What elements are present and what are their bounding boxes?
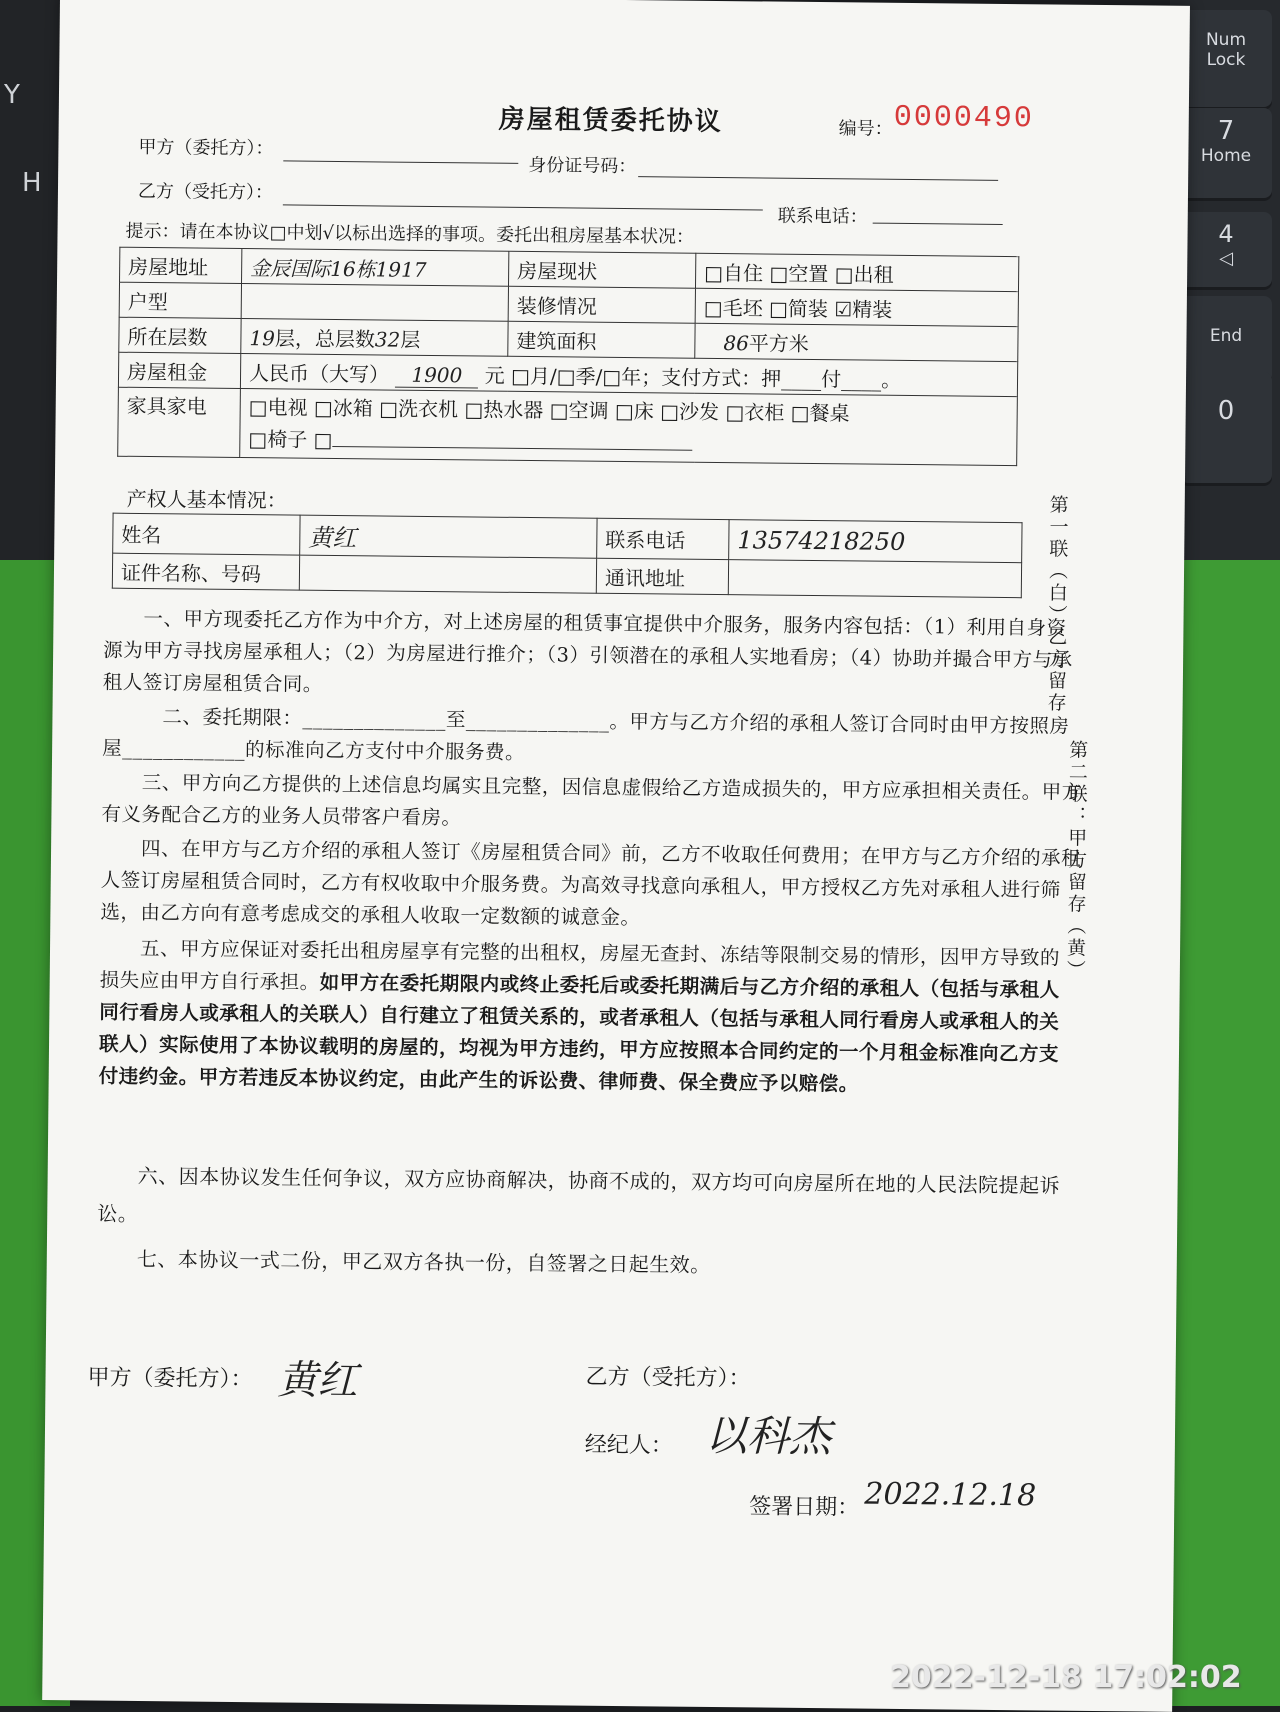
owner-name-value: 黄红 bbox=[300, 515, 597, 558]
side-note-first: 第一联（白）乙方留存 bbox=[1044, 494, 1069, 715]
floor-value: 19 bbox=[249, 325, 276, 350]
date-label: 签署日期： bbox=[749, 1494, 860, 1521]
agent-label: 经纪人： bbox=[584, 1432, 674, 1459]
date-value: 2022.12.18 bbox=[864, 1476, 1037, 1514]
type-label: 户型 bbox=[119, 282, 241, 318]
owner-id-value bbox=[299, 555, 596, 593]
clause-5-normal: 五、甲方应保证对委托出租房屋享有完整的出租权，房屋无查封、冻结等限制交易的情形，因甲方导致的损失应由甲方自行承担。 bbox=[99, 936, 1061, 994]
area-unit: 平方米 bbox=[748, 330, 809, 356]
serial-label: 编号： bbox=[838, 118, 893, 140]
document-title: 房屋租赁委托协议 bbox=[498, 104, 723, 138]
owner-address-value bbox=[728, 560, 1021, 598]
address-label: 房屋地址 bbox=[120, 247, 242, 283]
party-b-label: 乙方（受托方）： bbox=[137, 180, 274, 204]
hint-text: 提示：请在本协议□中划√以标出选择的事项。委托出租房屋基本状况： bbox=[125, 220, 695, 248]
id-line bbox=[638, 176, 998, 181]
key-y-label: Y bbox=[4, 80, 20, 110]
decor-options: □毛坯 □简装 ☑精装 bbox=[695, 288, 1018, 326]
furniture-label: 家具家电 bbox=[118, 387, 241, 457]
owner-address-label: 通讯地址 bbox=[596, 558, 728, 594]
rent-prefix: 人民币（大写） bbox=[248, 360, 390, 387]
house-info-table bbox=[117, 247, 1019, 466]
address-value: 金辰国际16栋1917 bbox=[242, 249, 509, 287]
key-7: 7 Home bbox=[1180, 108, 1272, 201]
serial-number: 0000490 bbox=[893, 100, 1034, 137]
area-value: 86 bbox=[723, 330, 749, 355]
owner-section-title: 产权人基本情况： bbox=[126, 486, 287, 513]
sign-party-a-label: 甲方（委托方）： bbox=[87, 1365, 253, 1393]
owner-id-label: 证件名称、号码 bbox=[112, 553, 299, 590]
decor-label: 装修情况 bbox=[508, 286, 695, 323]
rent-suffix: 元 □月/□季/□年；支付方式：押____付____。 bbox=[484, 363, 902, 392]
area-label: 建筑面积 bbox=[508, 321, 695, 358]
sign-party-a-signature: 黄红 bbox=[277, 1357, 358, 1405]
furniture-cell bbox=[240, 388, 1018, 465]
side-note-second: 第二联：甲方留存（黄） bbox=[1063, 739, 1089, 982]
party-b-line bbox=[283, 204, 763, 210]
rent-label: 房屋租金 bbox=[118, 352, 240, 388]
clause-5-bold: 如甲方在委托期限内或终止委托后或委托期满后与乙方介绍的承租人（包括与承租人同行看房人或承租人的关联人）自行建立了租赁关系的，或者承租人（包括与承租人同行看房人或承租人的关联人）实际使用了本协议载明的房屋的，均视为甲方违约，甲方应按照本合同约定的一个月租金标准向乙方支付违约金。甲方若违反本协议约定，由此产生的诉讼费、律师费、保全费应予以赔偿。 bbox=[98, 970, 1060, 1096]
total-unit: 层 bbox=[400, 327, 421, 352]
status-options: □自住 □空置 □出租 bbox=[695, 253, 1018, 291]
total-floors: 32 bbox=[374, 326, 401, 352]
phone-label: 联系电话： bbox=[777, 205, 868, 228]
owner-name-label: 姓名 bbox=[113, 513, 300, 555]
owner-info-table bbox=[112, 513, 1023, 599]
numlock-key: Num Lock bbox=[1180, 10, 1272, 110]
clause-7: 七、本协议一式二份，甲乙双方各执一份，自签署之日起生效。 bbox=[136, 1246, 711, 1277]
sign-party-b-label: 乙方（受托方）： bbox=[585, 1364, 751, 1392]
floor-unit: 层，总层数 bbox=[274, 325, 376, 351]
furniture-row-1: □电视 □冰箱 □洗衣机 □热水器 □空调 □床 □沙发 □衣柜 □餐桌 bbox=[248, 395, 850, 426]
floor-value-cell bbox=[241, 318, 508, 356]
phone-line bbox=[873, 223, 1003, 225]
key-0: 0 bbox=[1180, 372, 1272, 486]
clause-2: 二、委托期限：______________至______________。甲方与乙方介绍的承租人签订合同时由甲方按照房屋____________的标准向乙方支付中介服务费。 bbox=[102, 705, 1070, 764]
status-label: 房屋现状 bbox=[508, 251, 695, 288]
furniture-row-2: □椅子 □ bbox=[248, 423, 1008, 463]
owner-phone-value: 13574218250 bbox=[729, 520, 1022, 563]
agent-signature: 以科杰 bbox=[704, 1410, 832, 1462]
clause-3: 三、甲方向乙方提供的上述信息均属实且完整，因信息虚假给乙方造成损失的，甲方应承担相关责任。甲方有义务配合乙方的业务人员带客户看房。 bbox=[101, 770, 1082, 830]
key-h-label: H bbox=[22, 168, 42, 198]
photo-timestamp: 2022-12-18 17:02:02 bbox=[890, 1660, 1242, 1695]
party-a-line bbox=[283, 160, 518, 163]
clause-4: 四、在甲方与乙方介绍的承租人签订《房屋租赁合同》前，乙方不收取任何费用；在甲方与乙方介绍的承租人签订房屋租赁合同时，乙方有权收取中介服务费。为高效寻找意向承租人，甲方授权乙方先对承租人进行筛选，由乙方向有意考虑成交的承租人收取一定数额的诚意金。 bbox=[100, 836, 1082, 930]
id-label: 身份证号码： bbox=[528, 154, 637, 178]
floor-label: 所在层数 bbox=[119, 317, 241, 353]
agreement-paper bbox=[42, 0, 1190, 1712]
clause-5 bbox=[99, 933, 1071, 1103]
owner-phone-label: 联系电话 bbox=[597, 518, 729, 559]
area-value-cell bbox=[695, 323, 1018, 361]
clause-1: 一、甲方现委托乙方作为中介方，对上述房屋的租赁事宜提供中介服务，服务内容包括：（1）利用自身资源为甲方寻找房屋承租人；（2）为房屋进行推介；（3）引领潜在的承租人实地看房；（4）协助并撮合甲方与承租人签订房屋租赁合同。 bbox=[102, 606, 1073, 696]
key-1-end: End bbox=[1180, 296, 1272, 386]
key-4: 4 ◁ bbox=[1180, 212, 1272, 290]
clause-6: 六、因本协议发生任何争议，双方应协商解决，协商不成的，双方均可向房屋所在地的人民法院提起诉讼。 bbox=[97, 1163, 1061, 1226]
type-value bbox=[241, 283, 508, 321]
party-a-label: 甲方（委托方）： bbox=[138, 136, 274, 160]
rent-value: 1900 bbox=[395, 362, 478, 388]
